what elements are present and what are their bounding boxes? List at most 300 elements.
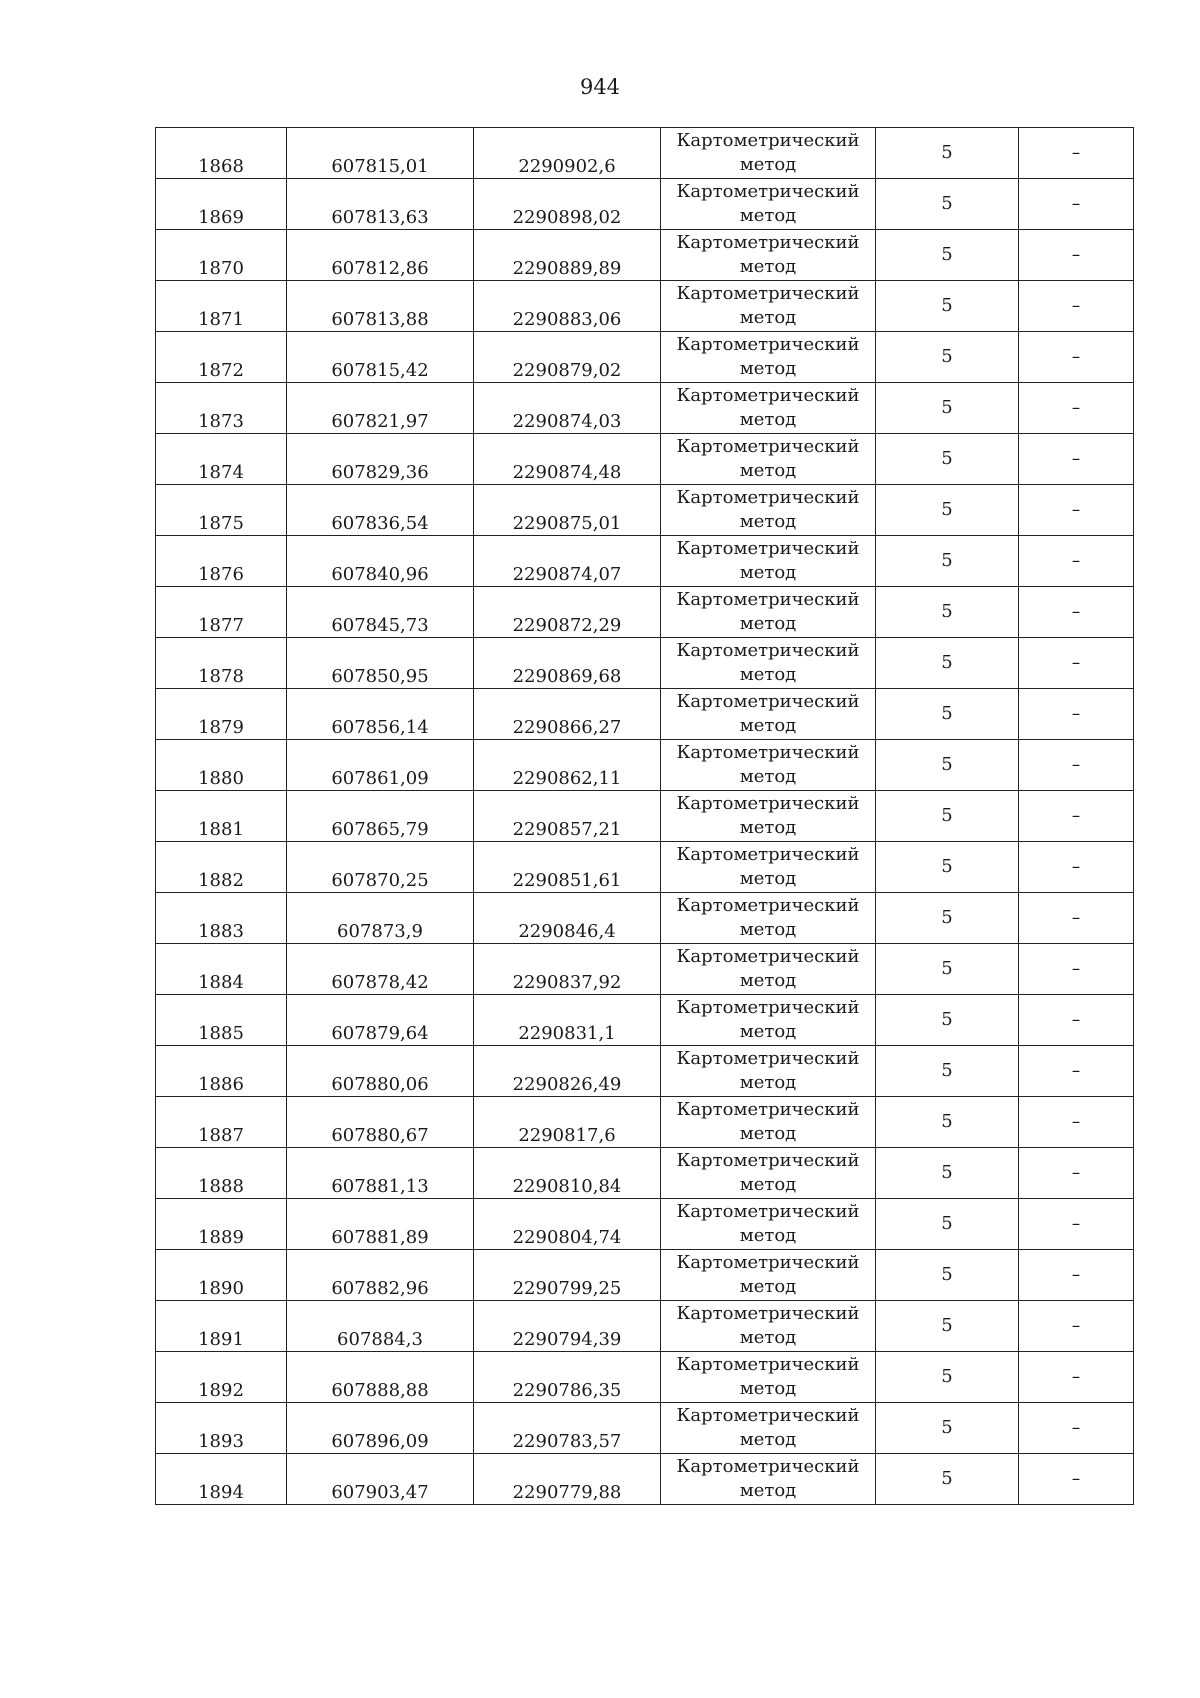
method-cell-text: метод <box>739 307 797 328</box>
x-coordinate-cell <box>287 944 474 995</box>
description-cell <box>1019 1148 1134 1199</box>
description-cell <box>1019 281 1134 332</box>
accuracy-cell <box>876 230 1019 281</box>
method-cell-text: метод <box>739 1123 797 1144</box>
accuracy-cell-text: 5 <box>941 295 953 316</box>
method-cell-text: метод <box>739 817 797 838</box>
x-coordinate-cell-text: 607879,64 <box>331 1023 429 1044</box>
table-row <box>156 1403 1134 1454</box>
table-row <box>156 230 1134 281</box>
description-cell-text: – <box>1071 1214 1081 1234</box>
method-cell <box>661 587 876 638</box>
point-number-cell <box>156 944 287 995</box>
point-number-cell-text: 1880 <box>198 768 244 789</box>
description-cell-text: – <box>1071 1112 1081 1132</box>
point-number-cell <box>156 1199 287 1250</box>
accuracy-cell-text: 5 <box>941 142 953 163</box>
y-coordinate-cell <box>474 536 661 587</box>
description-cell-text: – <box>1071 1316 1081 1336</box>
x-coordinate-cell <box>287 434 474 485</box>
page-number: 944 <box>579 75 621 99</box>
method-cell-text: метод <box>739 919 797 940</box>
x-coordinate-cell <box>287 383 474 434</box>
x-coordinate-cell-text: 607856,14 <box>331 717 429 738</box>
accuracy-cell <box>876 1454 1019 1505</box>
y-coordinate-cell-text: 2290786,35 <box>512 1380 622 1401</box>
point-number-cell-text: 1889 <box>198 1227 244 1248</box>
point-number-cell-text: 1874 <box>198 462 244 483</box>
x-coordinate-cell-text: 607821,97 <box>331 411 429 432</box>
accuracy-cell-text: 5 <box>941 193 953 214</box>
accuracy-cell <box>876 1148 1019 1199</box>
method-cell-text: метод <box>739 868 797 889</box>
x-coordinate-cell <box>287 1148 474 1199</box>
table-row <box>156 281 1134 332</box>
description-cell-text: – <box>1071 857 1081 877</box>
description-cell <box>1019 740 1134 791</box>
method-cell-text: Картометрический <box>676 1303 860 1324</box>
description-cell-text: – <box>1071 1265 1081 1285</box>
point-number-cell-text: 1893 <box>198 1431 244 1452</box>
description-cell <box>1019 1097 1134 1148</box>
accuracy-cell-text: 5 <box>941 448 953 469</box>
point-number-cell <box>156 1046 287 1097</box>
y-coordinate-cell-text: 2290810,84 <box>512 1176 622 1197</box>
table-row <box>156 944 1134 995</box>
accuracy-cell <box>876 587 1019 638</box>
point-number-cell <box>156 485 287 536</box>
method-cell-text: Картометрический <box>676 334 860 355</box>
method-cell-text: метод <box>739 460 797 481</box>
table-row <box>156 740 1134 791</box>
y-coordinate-cell <box>474 587 661 638</box>
point-number-cell-text: 1882 <box>198 870 244 891</box>
x-coordinate-cell <box>287 1403 474 1454</box>
x-coordinate-cell-text: 607865,79 <box>331 819 429 840</box>
accuracy-cell <box>876 893 1019 944</box>
method-cell-text: Картометрический <box>676 487 860 508</box>
point-number-cell-text: 1888 <box>198 1176 244 1197</box>
y-coordinate-cell <box>474 1301 661 1352</box>
x-coordinate-cell-text: 607861,09 <box>331 768 429 789</box>
accuracy-cell-text: 5 <box>941 907 953 928</box>
accuracy-cell-text: 5 <box>941 1060 953 1081</box>
description-cell-text: – <box>1071 347 1081 367</box>
description-cell-text: – <box>1071 551 1081 571</box>
y-coordinate-cell-text: 2290875,01 <box>512 513 622 534</box>
accuracy-cell-text: 5 <box>941 703 953 724</box>
accuracy-cell <box>876 1301 1019 1352</box>
y-coordinate-cell-text: 2290851,61 <box>512 870 622 891</box>
accuracy-cell-text: 5 <box>941 1366 953 1387</box>
method-cell-text: Картометрический <box>676 283 860 304</box>
method-cell-text: Картометрический <box>676 946 860 967</box>
accuracy-cell <box>876 281 1019 332</box>
method-cell-text: метод <box>739 562 797 583</box>
method-cell <box>661 689 876 740</box>
description-cell-text: – <box>1071 959 1081 979</box>
accuracy-cell <box>876 791 1019 842</box>
description-cell <box>1019 842 1134 893</box>
x-coordinate-cell-text: 607878,42 <box>331 972 429 993</box>
method-cell <box>661 1352 876 1403</box>
method-cell-text: Картометрический <box>676 1456 860 1477</box>
point-number-cell-text: 1872 <box>198 360 244 381</box>
accuracy-cell <box>876 740 1019 791</box>
point-number-cell <box>156 587 287 638</box>
coordinates-table-body <box>156 128 1134 1505</box>
method-cell <box>661 740 876 791</box>
description-cell <box>1019 1301 1134 1352</box>
description-cell <box>1019 1199 1134 1250</box>
point-number-cell <box>156 1403 287 1454</box>
x-coordinate-cell-text: 607896,09 <box>331 1431 429 1452</box>
y-coordinate-cell <box>474 995 661 1046</box>
point-number-cell <box>156 383 287 434</box>
y-coordinate-cell-text: 2290866,27 <box>512 717 622 738</box>
x-coordinate-cell-text: 607903,47 <box>331 1482 429 1503</box>
description-cell <box>1019 332 1134 383</box>
method-cell-text: Картометрический <box>676 997 860 1018</box>
point-number-cell-text: 1894 <box>198 1482 244 1503</box>
accuracy-cell <box>876 842 1019 893</box>
table-row <box>156 1097 1134 1148</box>
description-cell-text: – <box>1071 1418 1081 1438</box>
description-cell <box>1019 944 1134 995</box>
x-coordinate-cell <box>287 893 474 944</box>
point-number-cell <box>156 179 287 230</box>
point-number-cell-text: 1887 <box>198 1125 244 1146</box>
x-coordinate-cell <box>287 791 474 842</box>
accuracy-cell-text: 5 <box>941 397 953 418</box>
method-cell-text: Картометрический <box>676 742 860 763</box>
method-cell-text: Картометрический <box>676 793 860 814</box>
description-cell-text: – <box>1071 653 1081 673</box>
accuracy-cell-text: 5 <box>941 1417 953 1438</box>
table-row <box>156 1454 1134 1505</box>
method-cell-text: Картометрический <box>676 691 860 712</box>
accuracy-cell-text: 5 <box>941 754 953 775</box>
description-cell-text: – <box>1071 1367 1081 1387</box>
method-cell-text: метод <box>739 1429 797 1450</box>
accuracy-cell <box>876 689 1019 740</box>
x-coordinate-cell <box>287 281 474 332</box>
x-coordinate-cell <box>287 1454 474 1505</box>
x-coordinate-cell-text: 607888,88 <box>331 1380 429 1401</box>
accuracy-cell <box>876 383 1019 434</box>
x-coordinate-cell <box>287 1352 474 1403</box>
method-cell-text: метод <box>739 1021 797 1042</box>
method-cell-text: Картометрический <box>676 1252 860 1273</box>
description-cell-text: – <box>1071 296 1081 316</box>
method-cell-text: Картометрический <box>676 1201 860 1222</box>
accuracy-cell-text: 5 <box>941 1111 953 1132</box>
accuracy-cell-text: 5 <box>941 601 953 622</box>
point-number-cell-text: 1890 <box>198 1278 244 1299</box>
point-number-cell <box>156 689 287 740</box>
point-number-cell <box>156 1301 287 1352</box>
accuracy-cell-text: 5 <box>941 550 953 571</box>
method-cell <box>661 893 876 944</box>
point-number-cell <box>156 230 287 281</box>
x-coordinate-cell <box>287 587 474 638</box>
method-cell-text: Картометрический <box>676 436 860 457</box>
y-coordinate-cell-text: 2290817,6 <box>518 1125 616 1146</box>
point-number-cell-text: 1875 <box>198 513 244 534</box>
accuracy-cell <box>876 332 1019 383</box>
y-coordinate-cell-text: 2290874,03 <box>512 411 622 432</box>
table-row <box>156 842 1134 893</box>
point-number-cell <box>156 740 287 791</box>
method-cell <box>661 1046 876 1097</box>
accuracy-cell <box>876 485 1019 536</box>
method-cell-text: Картометрический <box>676 130 860 151</box>
description-cell-text: – <box>1071 449 1081 469</box>
method-cell-text: метод <box>739 970 797 991</box>
y-coordinate-cell <box>474 281 661 332</box>
y-coordinate-cell <box>474 1403 661 1454</box>
description-cell <box>1019 689 1134 740</box>
point-number-cell-text: 1884 <box>198 972 244 993</box>
x-coordinate-cell-text: 607815,42 <box>331 360 429 381</box>
description-cell <box>1019 128 1134 179</box>
method-cell-text: метод <box>739 1174 797 1195</box>
table-row <box>156 791 1134 842</box>
y-coordinate-cell-text: 2290783,57 <box>512 1431 622 1452</box>
table-row <box>156 332 1134 383</box>
accuracy-cell <box>876 179 1019 230</box>
method-cell-text: Картометрический <box>676 1150 860 1171</box>
method-cell <box>661 485 876 536</box>
method-cell <box>661 1199 876 1250</box>
description-cell-text: – <box>1071 143 1081 163</box>
y-coordinate-cell-text: 2290804,74 <box>512 1227 622 1248</box>
description-cell <box>1019 1403 1134 1454</box>
x-coordinate-cell-text: 607884,3 <box>337 1329 423 1350</box>
table-row <box>156 536 1134 587</box>
point-number-cell <box>156 128 287 179</box>
table-row <box>156 1148 1134 1199</box>
method-cell-text: Картометрический <box>676 1048 860 1069</box>
point-number-cell-text: 1876 <box>198 564 244 585</box>
description-cell <box>1019 638 1134 689</box>
method-cell-text: метод <box>739 1480 797 1501</box>
method-cell-text: Картометрический <box>676 1099 860 1120</box>
table-row <box>156 383 1134 434</box>
point-number-cell-text: 1868 <box>198 156 244 177</box>
x-coordinate-cell-text: 607873,9 <box>337 921 423 942</box>
point-number-cell <box>156 842 287 893</box>
description-cell <box>1019 536 1134 587</box>
point-number-cell-text: 1891 <box>198 1329 244 1350</box>
point-number-cell-text: 1881 <box>198 819 244 840</box>
point-number-cell <box>156 1250 287 1301</box>
x-coordinate-cell-text: 607880,06 <box>331 1074 429 1095</box>
method-cell-text: метод <box>739 1225 797 1246</box>
method-cell-text: метод <box>739 409 797 430</box>
method-cell-text: метод <box>739 205 797 226</box>
description-cell <box>1019 1250 1134 1301</box>
x-coordinate-cell-text: 607881,13 <box>331 1176 429 1197</box>
description-cell-text: – <box>1071 806 1081 826</box>
y-coordinate-cell <box>474 1097 661 1148</box>
accuracy-cell-text: 5 <box>941 1264 953 1285</box>
description-cell-text: – <box>1071 755 1081 775</box>
point-number-cell-text: 1871 <box>198 309 244 330</box>
method-cell <box>661 1301 876 1352</box>
y-coordinate-cell-text: 2290862,11 <box>512 768 622 789</box>
point-number-cell <box>156 536 287 587</box>
y-coordinate-cell-text: 2290874,48 <box>512 462 622 483</box>
x-coordinate-cell <box>287 1250 474 1301</box>
x-coordinate-cell-text: 607836,54 <box>331 513 429 534</box>
description-cell-text: – <box>1071 908 1081 928</box>
table-row <box>156 1352 1134 1403</box>
method-cell <box>661 791 876 842</box>
method-cell-text: Картометрический <box>676 895 860 916</box>
x-coordinate-cell <box>287 485 474 536</box>
method-cell-text: метод <box>739 1072 797 1093</box>
method-cell-text: метод <box>739 1327 797 1348</box>
point-number-cell <box>156 434 287 485</box>
accuracy-cell <box>876 1097 1019 1148</box>
method-cell <box>661 383 876 434</box>
method-cell <box>661 944 876 995</box>
accuracy-cell <box>876 1046 1019 1097</box>
table-row <box>156 689 1134 740</box>
point-number-cell <box>156 332 287 383</box>
y-coordinate-cell <box>474 638 661 689</box>
accuracy-cell-text: 5 <box>941 652 953 673</box>
point-number-cell-text: 1885 <box>198 1023 244 1044</box>
method-cell-text: Картометрический <box>676 844 860 865</box>
point-number-cell-text: 1878 <box>198 666 244 687</box>
accuracy-cell-text: 5 <box>941 958 953 979</box>
y-coordinate-cell <box>474 791 661 842</box>
y-coordinate-cell-text: 2290826,49 <box>512 1074 622 1095</box>
x-coordinate-cell-text: 607815,01 <box>331 156 429 177</box>
accuracy-cell <box>876 1199 1019 1250</box>
method-cell <box>661 128 876 179</box>
y-coordinate-cell-text: 2290857,21 <box>512 819 622 840</box>
table-row <box>156 638 1134 689</box>
point-number-cell-text: 1886 <box>198 1074 244 1095</box>
method-cell-text: Картометрический <box>676 232 860 253</box>
method-cell <box>661 281 876 332</box>
accuracy-cell-text: 5 <box>941 244 953 265</box>
y-coordinate-cell <box>474 1148 661 1199</box>
accuracy-cell <box>876 1352 1019 1403</box>
method-cell-text: метод <box>739 613 797 634</box>
accuracy-cell <box>876 995 1019 1046</box>
description-cell <box>1019 1454 1134 1505</box>
description-cell-text: – <box>1071 1163 1081 1183</box>
accuracy-cell-text: 5 <box>941 1009 953 1030</box>
y-coordinate-cell <box>474 332 661 383</box>
description-cell <box>1019 1046 1134 1097</box>
description-cell <box>1019 587 1134 638</box>
x-coordinate-cell <box>287 332 474 383</box>
method-cell-text: метод <box>739 1276 797 1297</box>
method-cell-text: метод <box>739 511 797 532</box>
method-cell <box>661 332 876 383</box>
accuracy-cell-text: 5 <box>941 1315 953 1336</box>
y-coordinate-cell-text: 2290879,02 <box>512 360 622 381</box>
description-cell-text: – <box>1071 194 1081 214</box>
y-coordinate-cell-text: 2290883,06 <box>512 309 622 330</box>
accuracy-cell-text: 5 <box>941 499 953 520</box>
method-cell-text: метод <box>739 715 797 736</box>
x-coordinate-cell <box>287 689 474 740</box>
y-coordinate-cell-text: 2290869,68 <box>512 666 622 687</box>
method-cell-text: Картометрический <box>676 1354 860 1375</box>
y-coordinate-cell <box>474 740 661 791</box>
method-cell <box>661 179 876 230</box>
y-coordinate-cell-text: 2290874,07 <box>512 564 622 585</box>
accuracy-cell <box>876 434 1019 485</box>
x-coordinate-cell-text: 607880,67 <box>331 1125 429 1146</box>
x-coordinate-cell <box>287 536 474 587</box>
method-cell-text: Картометрический <box>676 181 860 202</box>
table-row <box>156 587 1134 638</box>
x-coordinate-cell <box>287 1199 474 1250</box>
table-row <box>156 1301 1134 1352</box>
point-number-cell <box>156 638 287 689</box>
y-coordinate-cell-text: 2290902,6 <box>518 156 616 177</box>
x-coordinate-cell-text: 607829,36 <box>331 462 429 483</box>
x-coordinate-cell-text: 607813,63 <box>331 207 429 228</box>
x-coordinate-cell-text: 607882,96 <box>331 1278 429 1299</box>
accuracy-cell-text: 5 <box>941 346 953 367</box>
y-coordinate-cell <box>474 1454 661 1505</box>
point-number-cell-text: 1892 <box>198 1380 244 1401</box>
method-cell <box>661 638 876 689</box>
description-cell-text: – <box>1071 1010 1081 1030</box>
description-cell-text: – <box>1071 602 1081 622</box>
method-cell-text: Картометрический <box>676 640 860 661</box>
y-coordinate-cell <box>474 485 661 536</box>
point-number-cell-text: 1879 <box>198 717 244 738</box>
x-coordinate-cell <box>287 1097 474 1148</box>
y-coordinate-cell <box>474 689 661 740</box>
accuracy-cell <box>876 536 1019 587</box>
x-coordinate-cell <box>287 179 474 230</box>
y-coordinate-cell-text: 2290779,88 <box>512 1482 622 1503</box>
method-cell-text: Картометрический <box>676 385 860 406</box>
y-coordinate-cell-text: 2290898,02 <box>512 207 622 228</box>
point-number-cell <box>156 1454 287 1505</box>
x-coordinate-cell <box>287 128 474 179</box>
point-number-cell <box>156 1148 287 1199</box>
method-cell <box>661 434 876 485</box>
method-cell <box>661 1148 876 1199</box>
accuracy-cell <box>876 638 1019 689</box>
point-number-cell-text: 1870 <box>198 258 244 279</box>
y-coordinate-cell-text: 2290837,92 <box>512 972 622 993</box>
table-row <box>156 1046 1134 1097</box>
description-cell <box>1019 995 1134 1046</box>
y-coordinate-cell <box>474 1046 661 1097</box>
accuracy-cell-text: 5 <box>941 1162 953 1183</box>
method-cell <box>661 995 876 1046</box>
x-coordinate-cell-text: 607850,95 <box>331 666 429 687</box>
description-cell <box>1019 791 1134 842</box>
x-coordinate-cell <box>287 995 474 1046</box>
x-coordinate-cell-text: 607812,86 <box>331 258 429 279</box>
description-cell-text: – <box>1071 245 1081 265</box>
method-cell <box>661 536 876 587</box>
description-cell <box>1019 485 1134 536</box>
